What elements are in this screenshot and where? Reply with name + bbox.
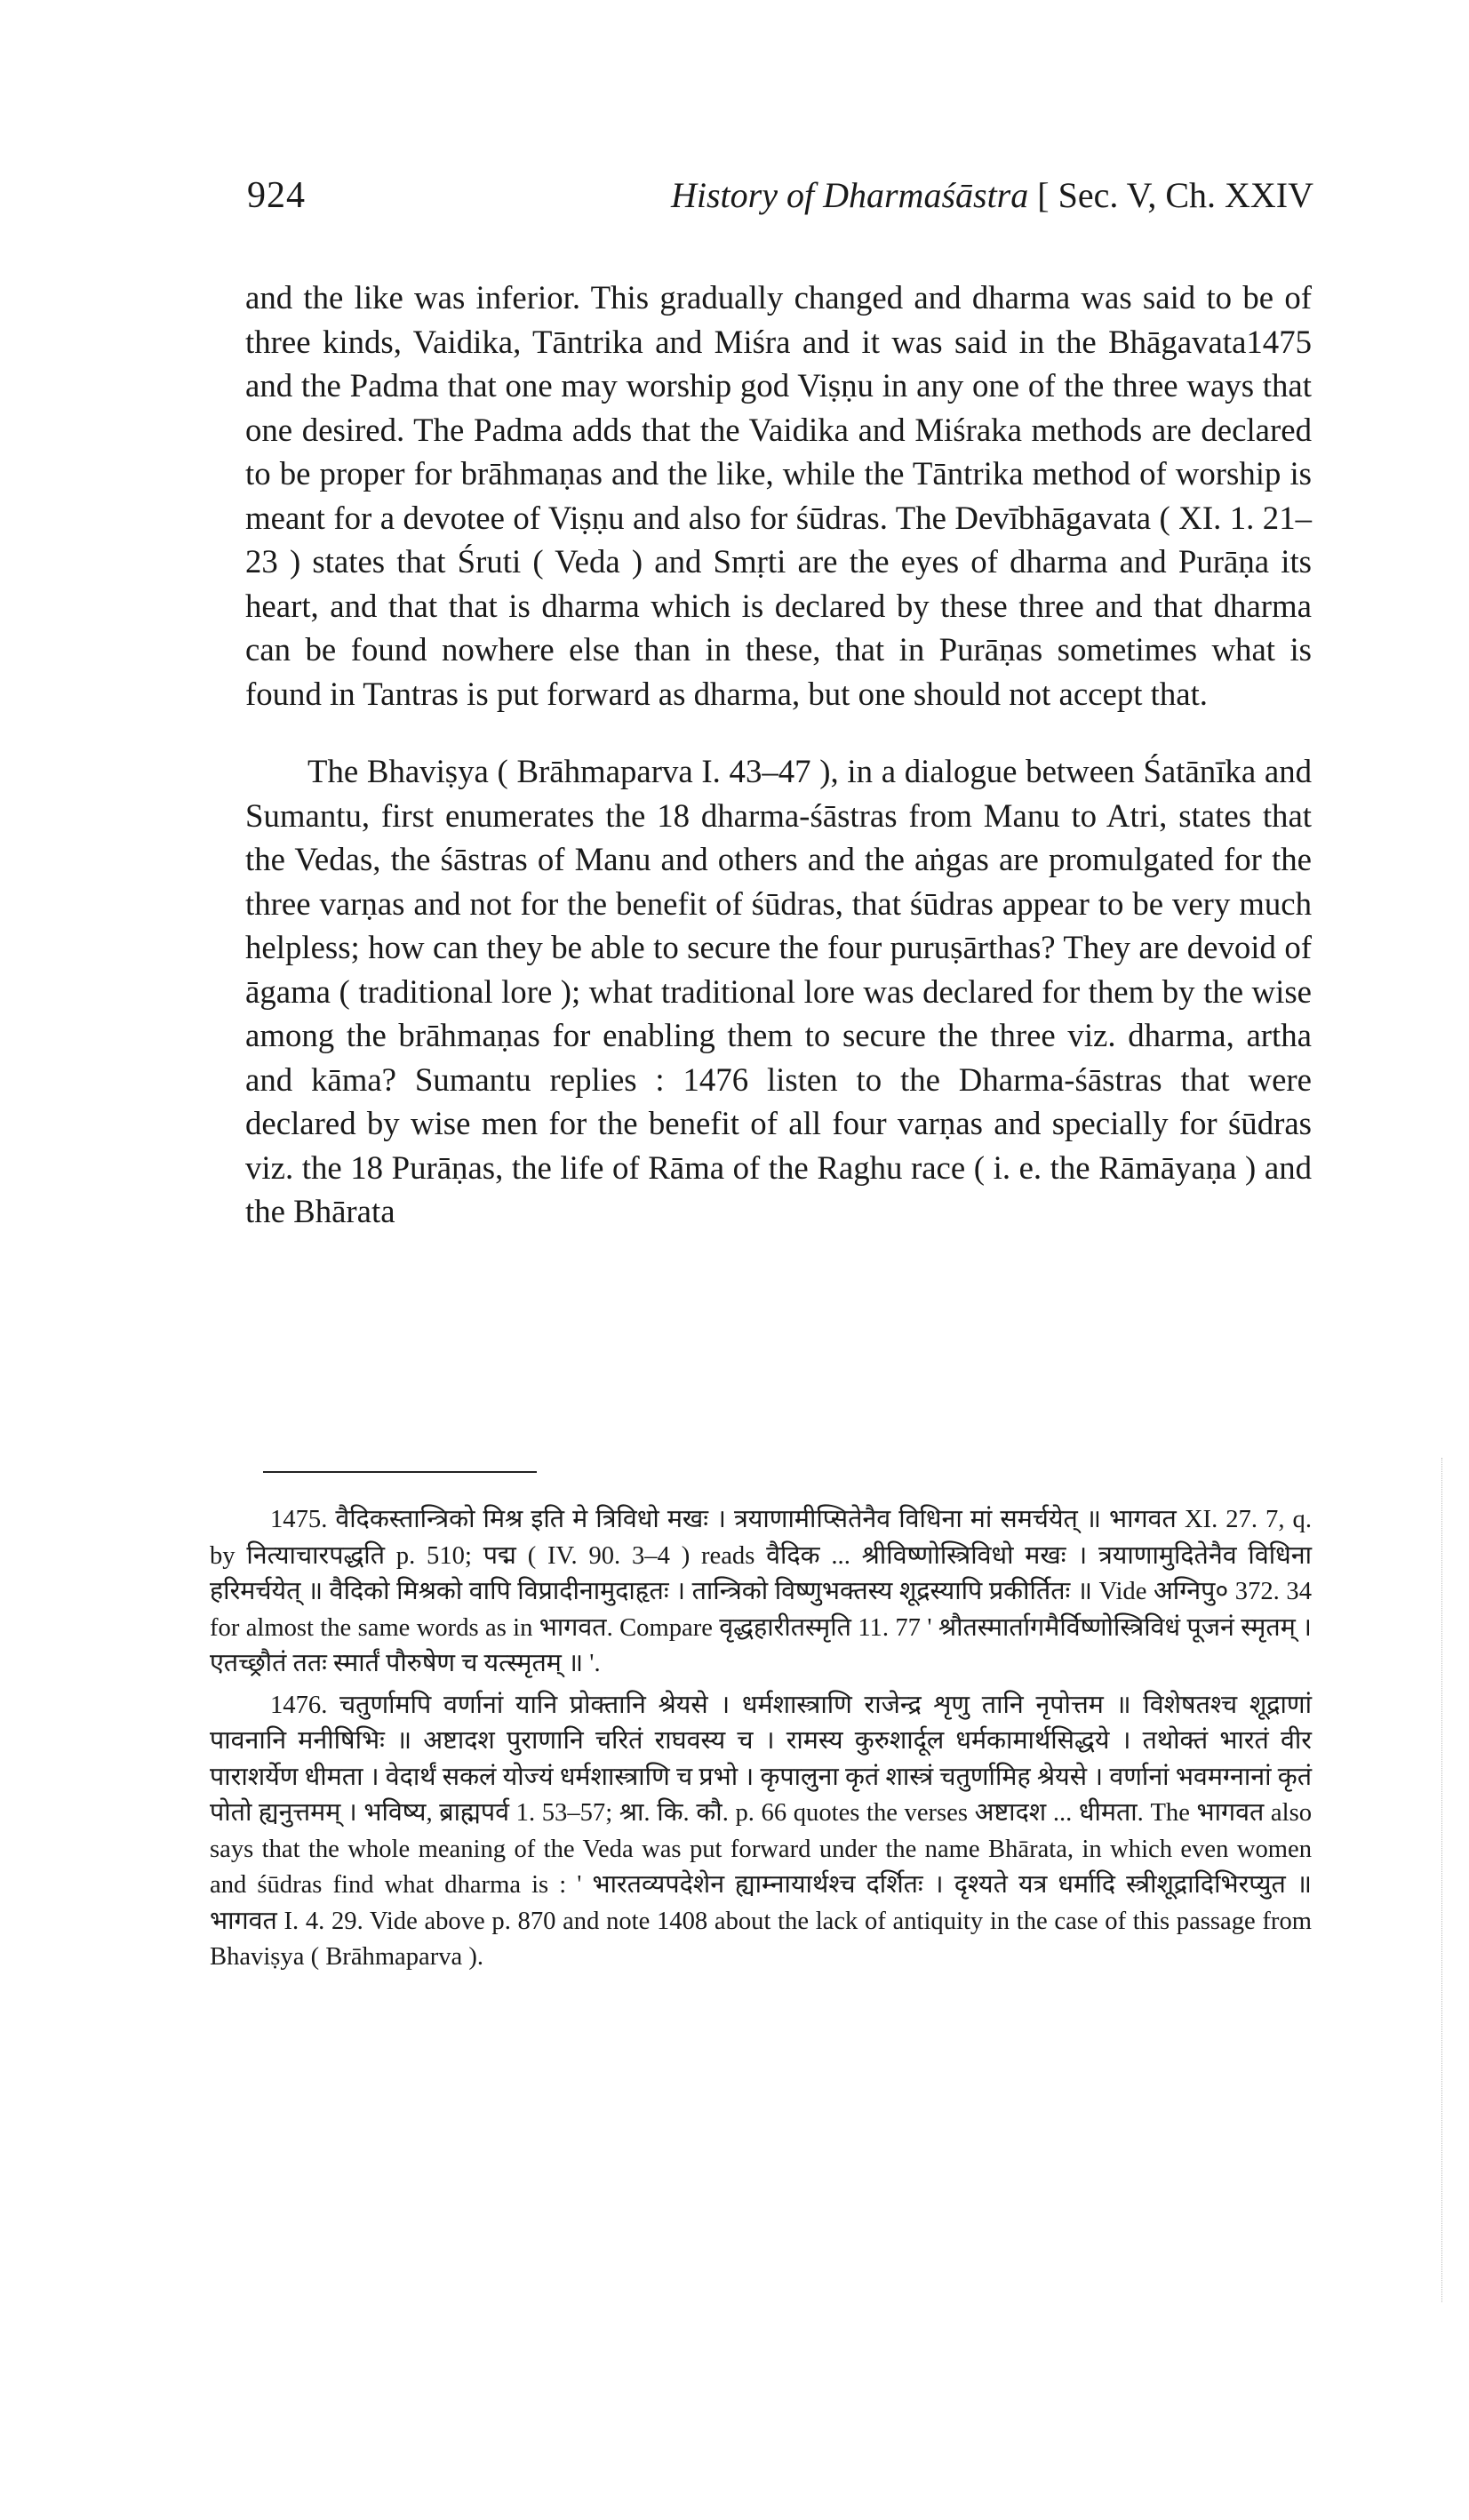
- footnote-1475: 1475. वैदिकस्तान्त्रिको मिश्र इति मे त्रिविधो मखः । त्रयाणामीप्सितेनैव विधिना मां समर्चयेत् ॥ भागवत XI. 27. 7, q. by नित्याचारपद्धति p. 510; पद्म ( IV. 90. 3–4 ) reads वैदिक ... श्रीविष्णोस्त्रिविधो मखः । त्रयाणामुदितेनैव विधिना हरिमर्चयेत् ॥ वैदिको मिश्रको वापि विप्रादीनामुदाहृतः । तान्त्रिको विष्णुभक्तस्य शूद्रस्यापि प्रकीर्तितः ॥ Vide अग्निपु० 372. 34 for almost the same words as in भागवत. Compare वृद्धहारीतस्मृति 11. 77 ' श्रौतस्मार्तागमैर्विष्णोस्त्रिविधं पूजनं स्मृतम् । एतच्छ्रौतं ततः स्मार्तं पौरुषेण च यत्स्मृतम् ॥ '.: [210, 1506, 1312, 1677]
- paragraph: The Bhaviṣya ( Brāhmaparva I. 43–47 ), in a dialogue between Śatānīka and Sumantu, first enumerates the 18 dharma-śāstras from Manu to Atri, states that the Vedas, the śāstras of Manu and others and the aṅgas are promulgated for the three varṇas and not for the benefit of śūdras, that śūdras appear to be very much helpless; how can they be able to secure the four puruṣārthas? They are devoid of āgama ( traditional lore ); what traditional lore was declared for them by the wise among the brāhmaṇas for enabling them to secure the three viz. dharma, artha and kāma? Sumantu replies : 1476 listen to the Dharma-śāstras that were declared by wise men for the benefit of all four varṇas and specially for śūdras viz. the 18 Purāṇas, the life of Rāma of the Raghu race ( i. e. the Rāmāyaṇa ) and the Bhārata: [245, 753, 1312, 1229]
- footnote-divider: [263, 1471, 537, 1473]
- scan-margin-line: [1441, 1458, 1442, 2302]
- main-text: [245, 276, 1312, 1234]
- running-section: [ Sec. V, Ch. XXIV: [1037, 175, 1313, 215]
- page-header: [247, 174, 1313, 228]
- paragraph: and the like was inferior. This gradually changed and dharma was said to be of three kinds, Vaidika, Tāntrika and Miśra and it was said in the Bhāgavata1475 and the Padma that one may worship god Viṣṇu in any one of the three ways that one desired. The Padma adds that the Vaidika and Miśraka methods are declared to be proper for brāhmaṇas and the like, while the Tāntrika method of worship is meant for a devotee of Viṣṇu and also for śūdras. The Devībhāgavata ( XI. 1. 21–23 ) states that Śruti ( Veda ) and Smṛti are the eyes of dharma and Purāṇa its heart, and that that is dharma which is declared by these three and that dharma can be found nowhere else than in these, that in Purāṇas sometimes what is found in Tantras is put forward as dharma, but one should not accept that.: [245, 279, 1312, 712]
- footnotes: [210, 1502, 1312, 1976]
- running-title: History of Dharmaśāstra: [670, 175, 1029, 215]
- running-head: [671, 174, 1313, 216]
- footnote-1476: 1476. चतुर्णामपि वर्णानां यानि प्रोक्तानि श्रेयसे । धर्मशास्त्राणि राजेन्द्र शृणु तानि नृपोत्तम ॥ विशेषतश्च शूद्राणां पावनानि मनीषिभिः ॥ अष्टादश पुराणानि चरितं राघवस्य च । रामस्य कुरुशार्दूल धर्मकामार्थसिद्धये । तथोक्तं भारतं वीर पाराशर्येण धीमता । वेदार्थं सकलं योज्यं धर्मशास्त्राणि च प्रभो । कृपालुना कृतं शास्त्रं चतुर्णामिह श्रेयसे । वर्णानां भवमग्नानां कृतं पोतो ह्यनुत्तमम् । भविष्य, ब्राह्मपर्व 1. 53–57; श्रा. कि. कौ. p. 66 quotes the verses अष्टादश ... धीमता. The भागवत also says that the whole meaning of the Veda was put forward under the name Bhārata, in which even women and śūdras find what dharma is : ' भारतव्यपदेशेन ह्याम्नायार्थश्च दर्शितः । दृश्यते यत्र धर्मादि स्त्रीशूद्रादिभिरप्युत ॥ भागवत I. 4. 29. Vide above p. 870 and note 1408 about the lack of antiquity in the case of this passage from Bhaviṣya ( Brāhmaparva ).: [210, 1691, 1312, 1971]
- page-number: 924: [247, 175, 306, 216]
